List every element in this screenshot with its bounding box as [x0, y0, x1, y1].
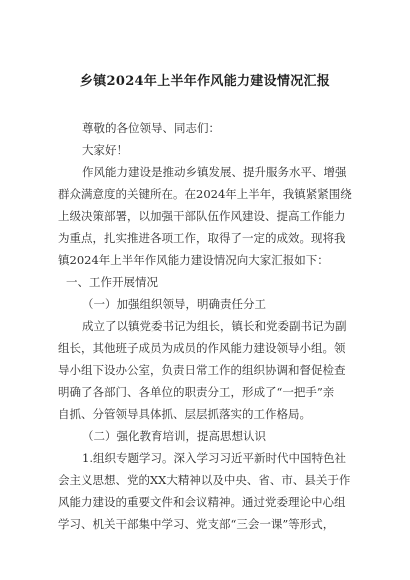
paragraph-line: 会主义思想、党的XX大精神以及中央、省、市、县关于作	[58, 473, 351, 487]
paragraph-line: 学习、机关干部集中学习、党支部“三会一课”等形式，	[58, 517, 335, 531]
paragraph-line: 群众满意度的关键所在。在2024年上半年，我镇紧紧围绕	[58, 187, 352, 201]
paragraph-line: 导小组下设办公室，负责日常工作的组织协调和督促检查	[58, 363, 346, 377]
paragraph-line: 自抓、分管领导具体抓、层层抓落实的工作格局。	[58, 407, 311, 421]
paragraph-line: 组长，其他班子成员为成员的作风能力建设领导小组。领	[58, 341, 346, 355]
paragraph-line: 明确了各部门、各单位的职责分工，形成了“一把手”亲	[58, 385, 335, 399]
paragraph-line: 风能力建设的重要文件和会议精神。通过党委理论中心组	[58, 495, 346, 509]
subsection-heading: （一）加强组织领导，明确责任分工	[82, 297, 266, 311]
greeting-line: 大家好！	[82, 143, 128, 157]
section-heading: 一、工作开展情况	[66, 275, 158, 289]
paragraph-line: 上级决策部署，以加强干部队伍作风建设、提高工作能力	[58, 209, 346, 223]
paragraph-line: 作风能力建设是推动乡镇发展、提升服务水平、增强	[82, 165, 347, 179]
document-title: 乡镇2024年上半年作风能力建设情况汇报	[79, 74, 331, 89]
paragraph-line: 为重点，扎实推进各项工作，取得了一定的成效。现将我	[58, 231, 346, 245]
salutation-line: 尊敬的各位领导、同志们：	[82, 121, 220, 135]
subsection-heading: （二）强化教育培训，提高思想认识	[82, 429, 266, 443]
paragraph-line: 镇2024年上半年作风能力建设情况向大家汇报如下：	[58, 253, 329, 267]
paragraph-line: 1.组织专题学习。深入学习习近平新时代中国特色社	[82, 451, 346, 465]
paragraph-line: 成立了以镇党委书记为组长，镇长和党委副书记为副	[82, 319, 347, 333]
